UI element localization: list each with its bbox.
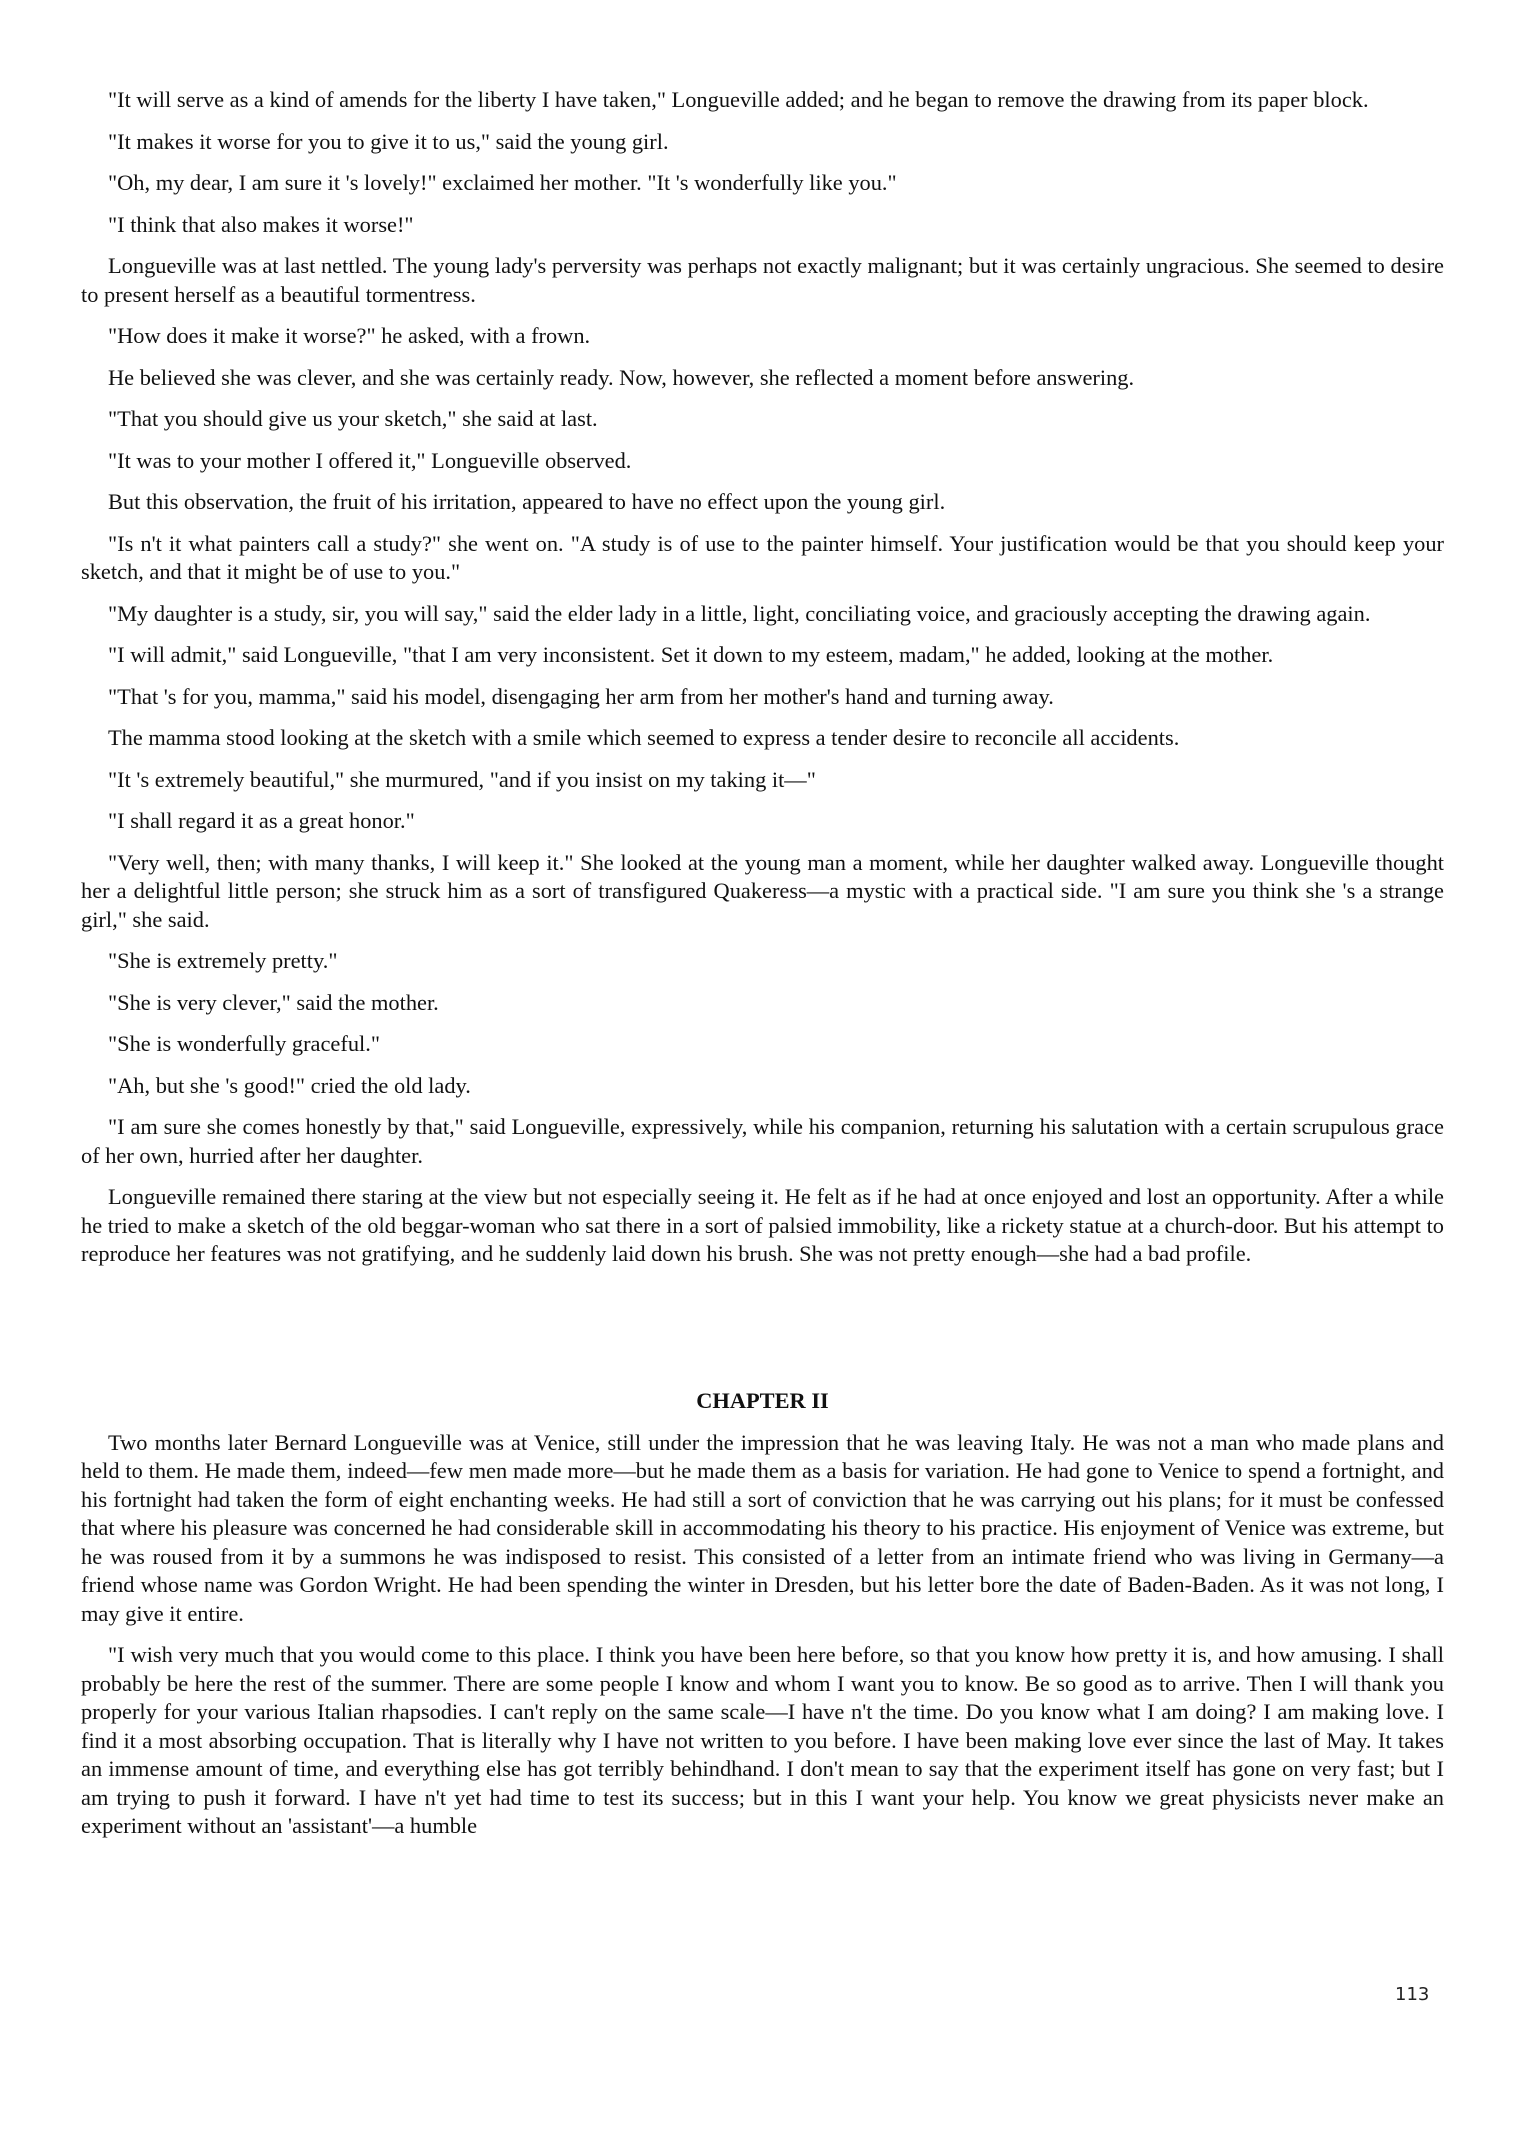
paragraph: "She is very clever," said the mother.: [108, 989, 439, 1015]
paragraph: "How does it make it worse?" he asked, with a frown.: [108, 323, 591, 348]
paragraph: He believed she was clever, and she was certainly ready. Now, however, she reflected a moment before answering.: [108, 364, 1135, 390]
paragraph: "It was to your mother I offered it," Longueville observed.: [108, 447, 632, 473]
paragraph: "She is wonderfully graceful.": [108, 1031, 380, 1056]
paragraph: "I shall regard it as a great honor.": [108, 808, 415, 833]
paragraph: "Is n't it what painters call a study?" she went on. "A study is of use to the painter himself. Your justification would be that you should keep your sketch, and that it might be of use to you.": [81, 530, 1444, 584]
chapter-heading: CHAPTER II: [696, 1387, 829, 1413]
paragraph: "It makes it worse for you to give it to us," said the young girl.: [108, 128, 669, 154]
paragraph: But this observation, the fruit of his irritation, appeared to have no effect upon the young girl.: [108, 489, 946, 514]
paragraph: "I am sure she comes honestly by that," said Longueville, expressively, while his companion, returning his salutation with a certain scrupulous grace of her own, hurried after her daughter.: [81, 1114, 1444, 1168]
paragraph: The mamma stood looking at the sketch with a smile which seemed to express a tender desire to reconcile all accidents.: [108, 725, 1180, 750]
paragraph: "She is extremely pretty.": [108, 948, 338, 973]
paragraph: "Very well, then; with many thanks, I will keep it." She looked at the young man a moment, while her daughter walked away. Longueville thought her a delightful little person; she struck him as a sort of transfigured Quakeress—a mystic with a practical side. "I am sure you think she 's a strange girl," she said.: [81, 849, 1444, 932]
paragraph: "Oh, my dear, I am sure it 's lovely!" exclaimed her mother. "It 's wonderfully like you.": [108, 170, 897, 195]
paragraph: Longueville remained there staring at the view but not especially seeing it. He felt as if he had at once enjoyed and lost an opportunity. After a while he tried to make a sketch of the old beggar-woman who sat there in a sort of palsied immobility, like a rickety statue at a church-door. But his attempt to reproduce her features was not gratifying, and he suddenly laid down his brush. She was not pretty enough—she had a bad profile.: [81, 1184, 1444, 1266]
page-body: [81, 86, 1444, 1854]
paragraph: "It 's extremely beautiful," she murmured, "and if you insist on my taking it—": [108, 766, 816, 792]
paragraph: "I will admit," said Longueville, "that I am very inconsistent. Set it down to my esteem, madam," he added, looking at the mother.: [108, 642, 1274, 667]
paragraph: "Ah, but she 's good!" cried the old lady.: [108, 1072, 471, 1098]
page-number: 113: [1395, 1984, 1430, 2005]
paragraph: Two months later Bernard Longueville was at Venice, still under the impression that he was leaving Italy. He was not a man who made plans and held to them. He made them, indeed—few men made more—but he made them as a basis for variation. He had gone to Venice to spend a fortnight, and his fortnight had taken the form of eight enchanting weeks. He had still a sort of conviction that he was carrying out his plans; for it must be confessed that where his pleasure was concerned he had considerable skill in accommodating his theory to his practice. His enjoyment of Venice was extreme, but he was roused from it by a summons he was indisposed to resist. This consisted of a letter from an intimate friend who was living in Germany—a friend whose name was Gordon Wright. He had been spending the winter in Dresden, but his letter bore the date of Baden-Baden. As it was not long, I may give it entire.: [81, 1429, 1444, 1626]
paragraph: "My daughter is a study, sir, you will say," said the elder lady in a little, light, conciliating voice, and graciously accepting the drawing again.: [108, 600, 1371, 626]
paragraph: "I think that also makes it worse!": [108, 211, 414, 237]
paragraph: "I wish very much that you would come to this place. I think you have been here before, so that you know how pretty it is, and how amusing. I shall probably be here the rest of the summer. There are some people I know and whom I want you to know. Be so good as to arrive. Then I will thank you properly for your various Italian rhapsodies. I can't reply on the same scale—I have n't the time. Do you know what I am doing? I am making love. I find it a most absorbing occupation. That is literally why I have not written to you before. I have been making love ever since the last of May. It takes an immense amount of time, and everything else has got terribly behindhand. I don't mean to say that the experiment itself has gone on very fast; but I am trying to push it forward. I have n't yet had time to test its success; but in this I want your help. You know we great physicists never make an experiment without an 'assistant'—a humble: [81, 1642, 1444, 1838]
paragraph: "That you should give us your sketch," she said at last.: [108, 406, 598, 431]
paragraph: "That 's for you, mamma," said his model, disengaging her arm from her mother's hand and turning away.: [108, 683, 1054, 709]
paragraph: "It will serve as a kind of amends for the liberty I have taken," Longueville added; and he began to remove the drawing from its paper block.: [108, 87, 1369, 112]
paragraph: Longueville was at last nettled. The young lady's perversity was perhaps not exactly malignant; but it was certainly ungracious. She seemed to desire to present herself as a beautiful tormentress.: [81, 253, 1444, 307]
